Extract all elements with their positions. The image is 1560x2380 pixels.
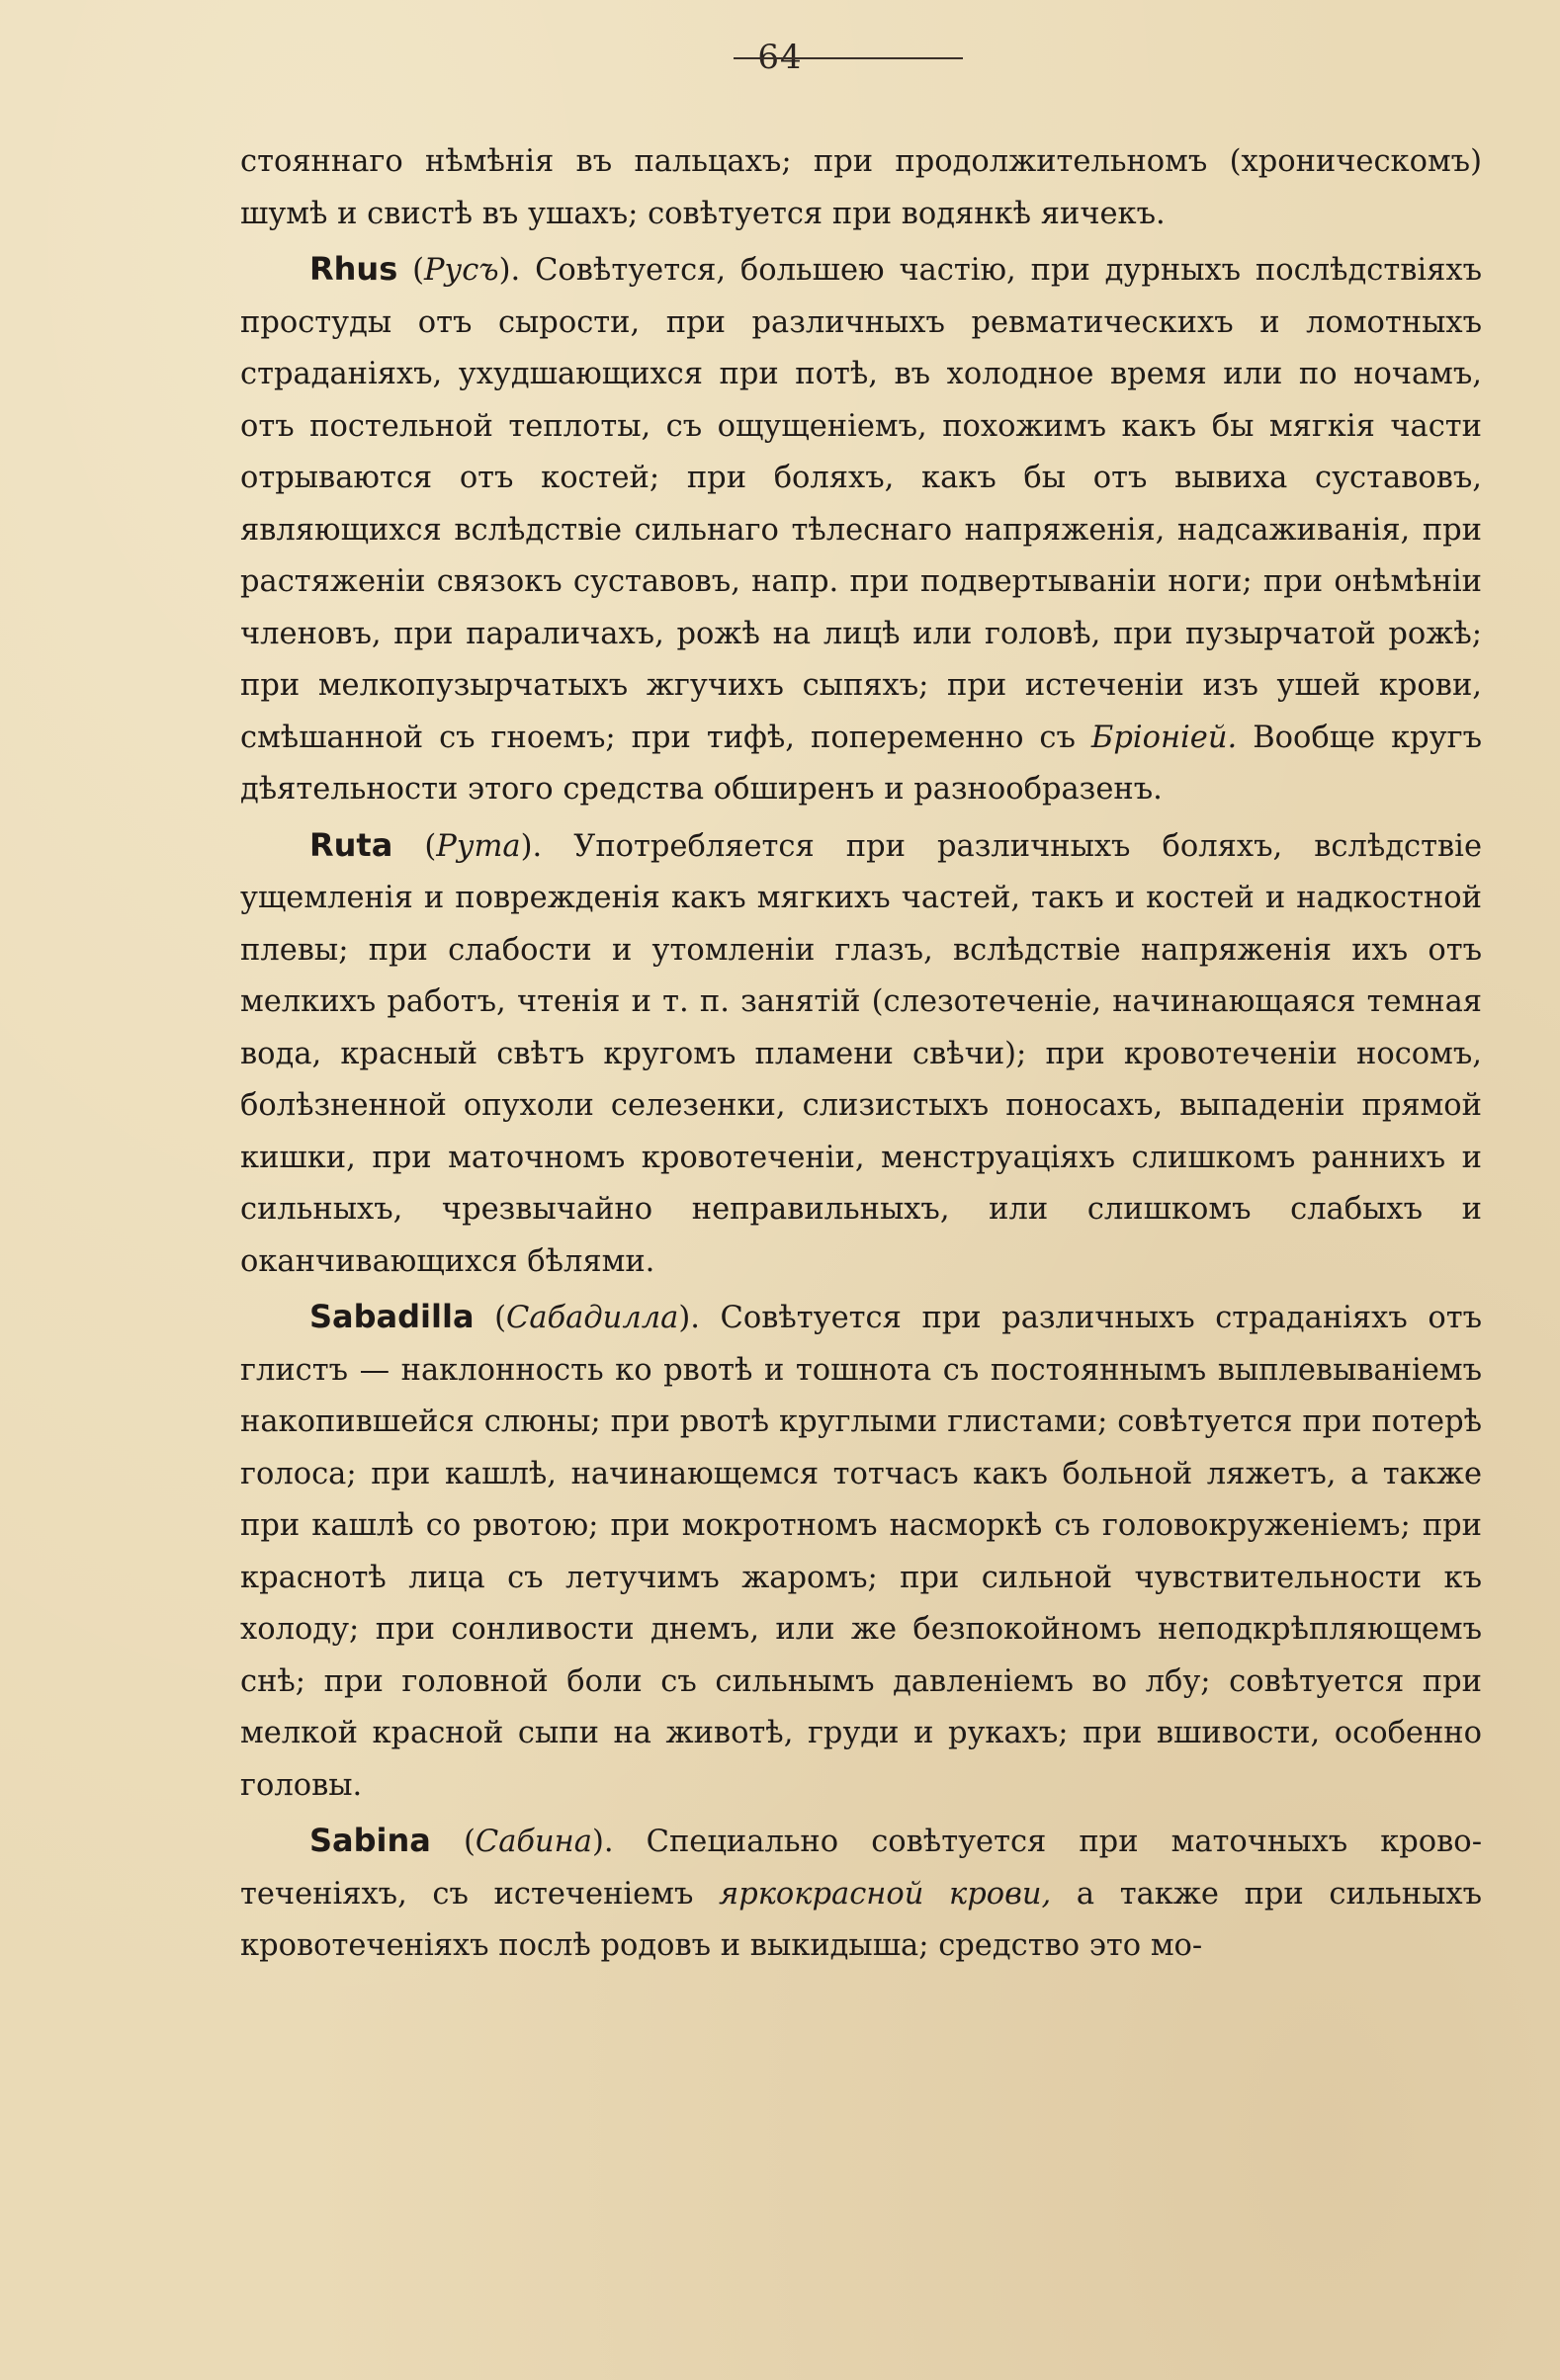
paragraph-text: ). Употребляется при различныхъ боляхъ, вслѣдствіе ущемленія и поврежденія какъ мягкихъ частей, такъ и костей и надкостной плевы; при слабости и утомленіи глазъ, вслѣдствіе напряженія ихъ отъ мелкихъ работъ, чтенія и т. п. занятій (слезотеченіе, начинающаяся темная вода, красный свѣтъ кругомъ пламени свѣчи); при кровотеченіи носомъ, болѣзненной опухоли селезенки, слизистыхъ поносахъ, выпаденіи прямой кишки, при маточномъ кровотеченіи, менструаціяхъ слишкомъ раннихъ и сильныхъ, чрезвычайно неправильныхъ, или слишкомъ слабыхъ и оканчивающихся бѣлями.	[240, 828, 1482, 1279]
entry-russian-name: Сабадилла	[506, 1301, 679, 1335]
paragraph-text: (	[474, 1301, 507, 1335]
header-rule	[734, 57, 963, 59]
entry-russian-name: Рута	[436, 828, 521, 864]
entry-ruta	[240, 819, 1482, 1289]
paragraph-continuation	[240, 136, 1482, 240]
entry-term: Ruta	[309, 825, 393, 864]
entry-term: Sabadilla	[309, 1298, 475, 1335]
paragraph-text: (	[430, 1825, 476, 1859]
entry-term: Sabina	[309, 1822, 431, 1859]
page-body	[240, 136, 1482, 1973]
italic-text: Бріоніей.	[1090, 720, 1238, 755]
paragraph-text: а также при сильныхъ кровотеченіяхъ послѣ родовъ и выкидыша; средство это мо-	[240, 1876, 1482, 1963]
italic-text: яркокрасной крови,	[719, 1876, 1052, 1912]
entry-russian-name: Сабина	[475, 1825, 592, 1859]
page-number: 64	[757, 38, 803, 77]
paragraph-text: ). Совѣтуется, большею частію, при дурныхъ послѣдствіяхъ простуды отъ сырости, при различныхъ ревматическихъ и ломотныхъ страданіяхъ, ухудшающихся при потѣ, въ холодное время или по ночамъ, отъ постельной теплоты, съ ощущеніемъ, похожимъ какъ бы мягкія части отрываются отъ костей; при боляхъ, какъ бы отъ вывиха суставовъ, являющихся вслѣдствіе сильнаго тѣлеснаго напряженія, надсаживанія, при растяженіи связокъ суставовъ, напр. при подвертываніи ноги; при онѣмѣніи членовъ, при параличахъ, рожѣ на лицѣ или головѣ, при пузырчатой рожѣ; при мелкопузырчатыхъ жгучихъ сыпяхъ; при истеченіи изъ ушей крови, смѣшанной съ гноемъ; при тифѣ, попеременно съ	[240, 253, 1482, 755]
entry-sabadilla	[240, 1291, 1482, 1812]
entry-russian-name: Русъ	[424, 253, 499, 288]
paragraph-text: (	[392, 828, 437, 864]
entry-sabina	[240, 1815, 1482, 1973]
entry-rhus	[240, 243, 1482, 816]
paragraph-text: ). Специально совѣтуется при маточныхъ кровотеченіяхъ, съ истеченіемъ	[240, 1825, 1482, 1912]
paragraph-text: (	[397, 253, 424, 288]
paragraph-text: Вообще кругъ дѣятельности этого средства обширенъ и разнообразенъ.	[240, 720, 1483, 807]
entry-term: Rhus	[309, 250, 398, 288]
paragraph-text: стояннаго нѣмѣнія въ пальцахъ; при продолжительномъ (хроническомъ) шумѣ и свистѣ въ ушахъ; совѣтуется при водянкѣ яичекъ.	[240, 144, 1482, 231]
paragraph-text: ). Совѣтуется при различныхъ страданіяхъ отъ глистъ — наклонность ко рвотѣ и тошнота съ постояннымъ выплевываніемъ накопившейся слюны; при рвотѣ круглыми глистами; совѣтуется при потерѣ голоса; при кашлѣ, начинающемся тотчасъ какъ больной ляжетъ, а также при кашлѣ со рвотою; при мокротномъ насморкѣ съ головокруженіемъ; при краснотѣ лица съ летучимъ жаромъ; при сильной чувствительности къ холоду; при сонливости днемъ, или же безпокойномъ неподкрѣпляющемъ снѣ; при головной боли съ сильнымъ давленіемъ во лбу; совѣтуется при мелкой красной сыпи на животѣ, груди и рукахъ; при вшивости, особенно головы.	[240, 1301, 1482, 1803]
